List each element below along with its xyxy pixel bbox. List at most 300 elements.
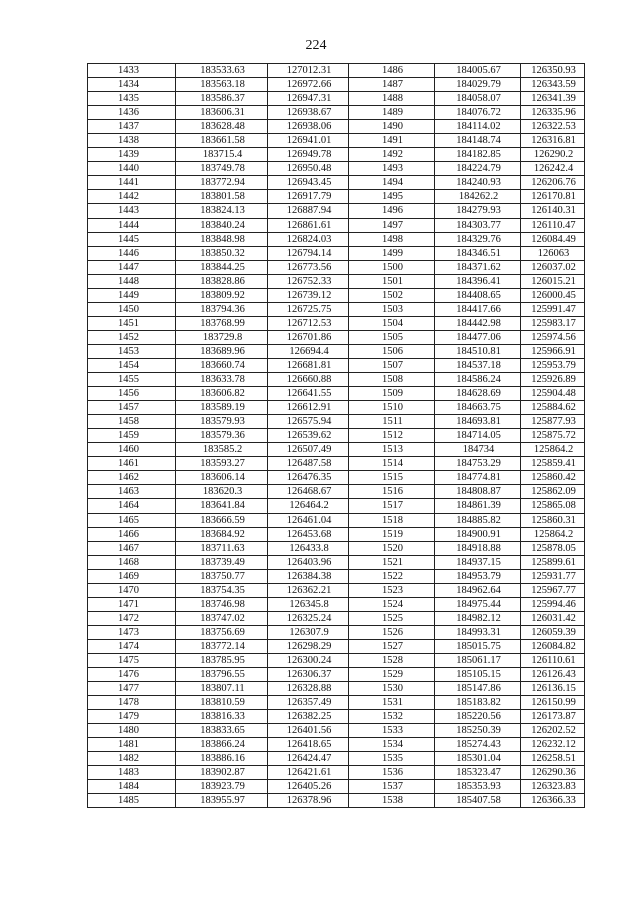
point-number-right-cell: 1512 xyxy=(349,429,435,443)
x-coordinate-right-cell: 184586.24 xyxy=(435,373,521,387)
table-row xyxy=(88,471,585,485)
x-coordinate-left-cell: 183606.14 xyxy=(176,471,268,485)
point-number-left-cell: 1480 xyxy=(88,724,176,738)
point-number-right-cell: 1509 xyxy=(349,387,435,401)
y-coordinate-right-cell: 125859.41 xyxy=(521,457,585,471)
point-number-right-cell: 1486 xyxy=(349,64,435,78)
point-number-left-cell: 1468 xyxy=(88,555,176,569)
table-row xyxy=(88,513,585,527)
x-coordinate-left-cell: 183785.95 xyxy=(176,653,268,667)
y-coordinate-right-cell: 125875.72 xyxy=(521,429,585,443)
y-coordinate-right-cell: 125884.62 xyxy=(521,401,585,415)
table-row xyxy=(88,443,585,457)
x-coordinate-left-cell: 183840.24 xyxy=(176,218,268,232)
x-coordinate-right-cell: 184975.44 xyxy=(435,597,521,611)
y-coordinate-left-cell: 126917.79 xyxy=(268,190,349,204)
point-number-left-cell: 1459 xyxy=(88,429,176,443)
point-number-left-cell: 1458 xyxy=(88,415,176,429)
x-coordinate-right-cell: 184663.75 xyxy=(435,401,521,415)
x-coordinate-right-cell: 184329.76 xyxy=(435,232,521,246)
x-coordinate-right-cell: 184417.66 xyxy=(435,302,521,316)
y-coordinate-right-cell: 126084.82 xyxy=(521,639,585,653)
y-coordinate-left-cell: 126464.2 xyxy=(268,499,349,513)
y-coordinate-right-cell: 125931.77 xyxy=(521,569,585,583)
x-coordinate-right-cell: 184993.31 xyxy=(435,625,521,639)
x-coordinate-right-cell: 184900.91 xyxy=(435,527,521,541)
x-coordinate-left-cell: 183684.92 xyxy=(176,527,268,541)
table-row xyxy=(88,162,585,176)
table-row xyxy=(88,429,585,443)
table-row xyxy=(88,134,585,148)
point-number-right-cell: 1531 xyxy=(349,696,435,710)
point-number-left-cell: 1476 xyxy=(88,668,176,682)
x-coordinate-left-cell: 183715.4 xyxy=(176,148,268,162)
x-coordinate-right-cell: 184408.65 xyxy=(435,288,521,302)
x-coordinate-right-cell: 184861.39 xyxy=(435,499,521,513)
x-coordinate-right-cell: 184693.81 xyxy=(435,415,521,429)
point-number-left-cell: 1434 xyxy=(88,78,176,92)
y-coordinate-left-cell: 126712.53 xyxy=(268,316,349,330)
table-row xyxy=(88,668,585,682)
y-coordinate-left-cell: 126752.33 xyxy=(268,274,349,288)
point-number-left-cell: 1445 xyxy=(88,232,176,246)
table-row xyxy=(88,387,585,401)
point-number-left-cell: 1473 xyxy=(88,625,176,639)
y-coordinate-left-cell: 126306.37 xyxy=(268,668,349,682)
x-coordinate-left-cell: 183816.33 xyxy=(176,710,268,724)
point-number-left-cell: 1435 xyxy=(88,92,176,106)
point-number-right-cell: 1529 xyxy=(349,668,435,682)
x-coordinate-left-cell: 183754.35 xyxy=(176,583,268,597)
y-coordinate-right-cell: 126258.51 xyxy=(521,752,585,766)
x-coordinate-right-cell: 184885.82 xyxy=(435,513,521,527)
x-coordinate-left-cell: 183579.36 xyxy=(176,429,268,443)
x-coordinate-left-cell: 183747.02 xyxy=(176,611,268,625)
x-coordinate-right-cell: 184076.72 xyxy=(435,106,521,120)
x-coordinate-right-cell: 185220.56 xyxy=(435,710,521,724)
y-coordinate-left-cell: 126701.86 xyxy=(268,330,349,344)
point-number-right-cell: 1495 xyxy=(349,190,435,204)
x-coordinate-right-cell: 185301.04 xyxy=(435,752,521,766)
table-row xyxy=(88,541,585,555)
x-coordinate-left-cell: 183585.2 xyxy=(176,443,268,457)
point-number-left-cell: 1443 xyxy=(88,204,176,218)
point-number-right-cell: 1521 xyxy=(349,555,435,569)
point-number-right-cell: 1488 xyxy=(349,92,435,106)
y-coordinate-left-cell: 126357.49 xyxy=(268,696,349,710)
y-coordinate-right-cell: 126084.49 xyxy=(521,232,585,246)
y-coordinate-left-cell: 126461.04 xyxy=(268,513,349,527)
x-coordinate-left-cell: 183828.86 xyxy=(176,274,268,288)
point-number-left-cell: 1481 xyxy=(88,738,176,752)
point-number-left-cell: 1447 xyxy=(88,260,176,274)
x-coordinate-left-cell: 183589.19 xyxy=(176,401,268,415)
x-coordinate-left-cell: 183801.58 xyxy=(176,190,268,204)
x-coordinate-right-cell: 185250.39 xyxy=(435,724,521,738)
y-coordinate-left-cell: 126794.14 xyxy=(268,246,349,260)
table-row xyxy=(88,92,585,106)
table-row xyxy=(88,358,585,372)
y-coordinate-left-cell: 126453.68 xyxy=(268,527,349,541)
y-coordinate-left-cell: 126950.48 xyxy=(268,162,349,176)
point-number-right-cell: 1523 xyxy=(349,583,435,597)
y-coordinate-left-cell: 126325.24 xyxy=(268,611,349,625)
table-row xyxy=(88,401,585,415)
point-number-right-cell: 1501 xyxy=(349,274,435,288)
x-coordinate-left-cell: 183689.96 xyxy=(176,344,268,358)
point-number-left-cell: 1466 xyxy=(88,527,176,541)
y-coordinate-right-cell: 125865.08 xyxy=(521,499,585,513)
y-coordinate-left-cell: 126861.61 xyxy=(268,218,349,232)
point-number-left-cell: 1452 xyxy=(88,330,176,344)
x-coordinate-left-cell: 183833.65 xyxy=(176,724,268,738)
point-number-right-cell: 1527 xyxy=(349,639,435,653)
point-number-left-cell: 1463 xyxy=(88,485,176,499)
y-coordinate-right-cell: 126206.76 xyxy=(521,176,585,190)
point-number-left-cell: 1475 xyxy=(88,653,176,667)
x-coordinate-right-cell: 184262.2 xyxy=(435,190,521,204)
point-number-left-cell: 1436 xyxy=(88,106,176,120)
point-number-left-cell: 1472 xyxy=(88,611,176,625)
y-coordinate-right-cell: 125994.46 xyxy=(521,597,585,611)
y-coordinate-right-cell: 125904.48 xyxy=(521,387,585,401)
table-row xyxy=(88,625,585,639)
table-row xyxy=(88,696,585,710)
table-row xyxy=(88,569,585,583)
y-coordinate-right-cell: 126110.47 xyxy=(521,218,585,232)
y-coordinate-left-cell: 126384.38 xyxy=(268,569,349,583)
x-coordinate-left-cell: 183746.98 xyxy=(176,597,268,611)
table-row xyxy=(88,373,585,387)
table-row xyxy=(88,710,585,724)
y-coordinate-right-cell: 126037.02 xyxy=(521,260,585,274)
table-row xyxy=(88,344,585,358)
y-coordinate-right-cell: 126015.21 xyxy=(521,274,585,288)
x-coordinate-right-cell: 184279.93 xyxy=(435,204,521,218)
x-coordinate-left-cell: 183772.94 xyxy=(176,176,268,190)
y-coordinate-left-cell: 126507.49 xyxy=(268,443,349,457)
y-coordinate-right-cell: 126350.93 xyxy=(521,64,585,78)
y-coordinate-right-cell: 125860.42 xyxy=(521,471,585,485)
y-coordinate-right-cell: 126202.52 xyxy=(521,724,585,738)
y-coordinate-right-cell: 125966.91 xyxy=(521,344,585,358)
table-row xyxy=(88,316,585,330)
x-coordinate-left-cell: 183633.78 xyxy=(176,373,268,387)
x-coordinate-left-cell: 183824.13 xyxy=(176,204,268,218)
x-coordinate-right-cell: 184918.88 xyxy=(435,541,521,555)
point-number-right-cell: 1532 xyxy=(349,710,435,724)
point-number-right-cell: 1530 xyxy=(349,682,435,696)
point-number-left-cell: 1439 xyxy=(88,148,176,162)
y-coordinate-left-cell: 126660.88 xyxy=(268,373,349,387)
point-number-left-cell: 1482 xyxy=(88,752,176,766)
point-number-left-cell: 1440 xyxy=(88,162,176,176)
y-coordinate-right-cell: 125926.89 xyxy=(521,373,585,387)
y-coordinate-left-cell: 126405.26 xyxy=(268,780,349,794)
point-number-left-cell: 1446 xyxy=(88,246,176,260)
table-row xyxy=(88,639,585,653)
y-coordinate-left-cell: 126575.94 xyxy=(268,415,349,429)
x-coordinate-right-cell: 185274.43 xyxy=(435,738,521,752)
table-row xyxy=(88,64,585,78)
point-number-left-cell: 1449 xyxy=(88,288,176,302)
x-coordinate-right-cell: 184005.67 xyxy=(435,64,521,78)
x-coordinate-left-cell: 183844.25 xyxy=(176,260,268,274)
table-row xyxy=(88,499,585,513)
table-row xyxy=(88,682,585,696)
point-number-left-cell: 1441 xyxy=(88,176,176,190)
point-number-right-cell: 1498 xyxy=(349,232,435,246)
y-coordinate-left-cell: 127012.31 xyxy=(268,64,349,78)
y-coordinate-right-cell: 126110.61 xyxy=(521,653,585,667)
point-number-left-cell: 1453 xyxy=(88,344,176,358)
table-row xyxy=(88,106,585,120)
y-coordinate-right-cell: 126343.59 xyxy=(521,78,585,92)
point-number-right-cell: 1514 xyxy=(349,457,435,471)
x-coordinate-left-cell: 183729.8 xyxy=(176,330,268,344)
x-coordinate-left-cell: 183848.98 xyxy=(176,232,268,246)
table-row xyxy=(88,288,585,302)
table-row xyxy=(88,724,585,738)
y-coordinate-right-cell: 126000.45 xyxy=(521,288,585,302)
point-number-left-cell: 1462 xyxy=(88,471,176,485)
x-coordinate-left-cell: 183661.58 xyxy=(176,134,268,148)
y-coordinate-right-cell: 126322.53 xyxy=(521,120,585,134)
y-coordinate-left-cell: 126433.8 xyxy=(268,541,349,555)
y-coordinate-left-cell: 126345.8 xyxy=(268,597,349,611)
y-coordinate-left-cell: 126694.4 xyxy=(268,344,349,358)
table-row xyxy=(88,246,585,260)
point-number-right-cell: 1493 xyxy=(349,162,435,176)
x-coordinate-right-cell: 184371.62 xyxy=(435,260,521,274)
point-number-right-cell: 1502 xyxy=(349,288,435,302)
y-coordinate-right-cell: 125878.05 xyxy=(521,541,585,555)
y-coordinate-left-cell: 126307.9 xyxy=(268,625,349,639)
y-coordinate-left-cell: 126887.94 xyxy=(268,204,349,218)
table-row xyxy=(88,527,585,541)
y-coordinate-right-cell: 125864.2 xyxy=(521,443,585,457)
table-row xyxy=(88,260,585,274)
x-coordinate-right-cell: 184537.18 xyxy=(435,358,521,372)
y-coordinate-left-cell: 126403.96 xyxy=(268,555,349,569)
x-coordinate-right-cell: 184477.06 xyxy=(435,330,521,344)
x-coordinate-left-cell: 183533.63 xyxy=(176,64,268,78)
x-coordinate-right-cell: 184346.51 xyxy=(435,246,521,260)
x-coordinate-left-cell: 183850.32 xyxy=(176,246,268,260)
y-coordinate-right-cell: 126170.81 xyxy=(521,190,585,204)
x-coordinate-left-cell: 183809.92 xyxy=(176,288,268,302)
y-coordinate-right-cell: 125899.61 xyxy=(521,555,585,569)
table-row xyxy=(88,176,585,190)
y-coordinate-left-cell: 126378.96 xyxy=(268,794,349,808)
table-row xyxy=(88,766,585,780)
x-coordinate-left-cell: 183606.82 xyxy=(176,387,268,401)
y-coordinate-right-cell: 126232.12 xyxy=(521,738,585,752)
y-coordinate-left-cell: 126424.47 xyxy=(268,752,349,766)
table-row xyxy=(88,190,585,204)
x-coordinate-left-cell: 183807.11 xyxy=(176,682,268,696)
point-number-right-cell: 1537 xyxy=(349,780,435,794)
x-coordinate-left-cell: 183955.97 xyxy=(176,794,268,808)
x-coordinate-right-cell: 185061.17 xyxy=(435,653,521,667)
x-coordinate-right-cell: 184753.29 xyxy=(435,457,521,471)
x-coordinate-left-cell: 183628.48 xyxy=(176,120,268,134)
table-row xyxy=(88,485,585,499)
x-coordinate-right-cell: 184058.07 xyxy=(435,92,521,106)
point-number-left-cell: 1464 xyxy=(88,499,176,513)
point-number-left-cell: 1478 xyxy=(88,696,176,710)
y-coordinate-right-cell: 126341.39 xyxy=(521,92,585,106)
x-coordinate-right-cell: 184714.05 xyxy=(435,429,521,443)
point-number-left-cell: 1455 xyxy=(88,373,176,387)
x-coordinate-right-cell: 184029.79 xyxy=(435,78,521,92)
point-number-right-cell: 1497 xyxy=(349,218,435,232)
point-number-right-cell: 1517 xyxy=(349,499,435,513)
y-coordinate-right-cell: 125877.93 xyxy=(521,415,585,429)
point-number-right-cell: 1515 xyxy=(349,471,435,485)
x-coordinate-left-cell: 183563.18 xyxy=(176,78,268,92)
x-coordinate-left-cell: 183866.24 xyxy=(176,738,268,752)
y-coordinate-left-cell: 126298.29 xyxy=(268,639,349,653)
y-coordinate-left-cell: 126418.65 xyxy=(268,738,349,752)
coordinate-table-body xyxy=(88,64,585,808)
y-coordinate-right-cell: 126323.83 xyxy=(521,780,585,794)
x-coordinate-right-cell: 185015.75 xyxy=(435,639,521,653)
point-number-right-cell: 1528 xyxy=(349,653,435,667)
table-row xyxy=(88,218,585,232)
x-coordinate-right-cell: 184240.93 xyxy=(435,176,521,190)
y-coordinate-right-cell: 126031.42 xyxy=(521,611,585,625)
y-coordinate-left-cell: 126539.62 xyxy=(268,429,349,443)
table-row xyxy=(88,653,585,667)
point-number-right-cell: 1507 xyxy=(349,358,435,372)
x-coordinate-left-cell: 183666.59 xyxy=(176,513,268,527)
x-coordinate-right-cell: 184303.77 xyxy=(435,218,521,232)
x-coordinate-left-cell: 183923.79 xyxy=(176,780,268,794)
x-coordinate-right-cell: 184962.64 xyxy=(435,583,521,597)
y-coordinate-left-cell: 126824.03 xyxy=(268,232,349,246)
point-number-left-cell: 1438 xyxy=(88,134,176,148)
y-coordinate-right-cell: 126063 xyxy=(521,246,585,260)
table-row xyxy=(88,148,585,162)
x-coordinate-right-cell: 184953.79 xyxy=(435,569,521,583)
table-row xyxy=(88,415,585,429)
point-number-right-cell: 1511 xyxy=(349,415,435,429)
point-number-left-cell: 1461 xyxy=(88,457,176,471)
point-number-right-cell: 1492 xyxy=(349,148,435,162)
x-coordinate-right-cell: 184734 xyxy=(435,443,521,457)
point-number-right-cell: 1506 xyxy=(349,344,435,358)
x-coordinate-left-cell: 183768.99 xyxy=(176,316,268,330)
point-number-left-cell: 1448 xyxy=(88,274,176,288)
y-coordinate-right-cell: 126366.33 xyxy=(521,794,585,808)
y-coordinate-left-cell: 126739.12 xyxy=(268,288,349,302)
point-number-right-cell: 1503 xyxy=(349,302,435,316)
x-coordinate-left-cell: 183796.55 xyxy=(176,668,268,682)
x-coordinate-left-cell: 183606.31 xyxy=(176,106,268,120)
x-coordinate-left-cell: 183794.36 xyxy=(176,302,268,316)
table-row xyxy=(88,78,585,92)
x-coordinate-right-cell: 184628.69 xyxy=(435,387,521,401)
point-number-right-cell: 1525 xyxy=(349,611,435,625)
y-coordinate-left-cell: 126641.55 xyxy=(268,387,349,401)
x-coordinate-left-cell: 183750.77 xyxy=(176,569,268,583)
point-number-right-cell: 1490 xyxy=(349,120,435,134)
x-coordinate-right-cell: 185105.15 xyxy=(435,668,521,682)
y-coordinate-left-cell: 126612.91 xyxy=(268,401,349,415)
x-coordinate-left-cell: 183660.74 xyxy=(176,358,268,372)
point-number-right-cell: 1500 xyxy=(349,260,435,274)
point-number-right-cell: 1499 xyxy=(349,246,435,260)
table-row xyxy=(88,330,585,344)
point-number-left-cell: 1457 xyxy=(88,401,176,415)
y-coordinate-left-cell: 126487.58 xyxy=(268,457,349,471)
x-coordinate-right-cell: 184808.87 xyxy=(435,485,521,499)
point-number-right-cell: 1505 xyxy=(349,330,435,344)
point-number-left-cell: 1442 xyxy=(88,190,176,204)
point-number-right-cell: 1522 xyxy=(349,569,435,583)
x-coordinate-left-cell: 183586.37 xyxy=(176,92,268,106)
point-number-right-cell: 1536 xyxy=(349,766,435,780)
y-coordinate-right-cell: 126316.81 xyxy=(521,134,585,148)
y-coordinate-right-cell: 125862.09 xyxy=(521,485,585,499)
point-number-left-cell: 1484 xyxy=(88,780,176,794)
y-coordinate-left-cell: 126681.81 xyxy=(268,358,349,372)
point-number-right-cell: 1534 xyxy=(349,738,435,752)
table-row xyxy=(88,583,585,597)
table-row xyxy=(88,738,585,752)
x-coordinate-left-cell: 183620.3 xyxy=(176,485,268,499)
table-row xyxy=(88,752,585,766)
point-number-left-cell: 1454 xyxy=(88,358,176,372)
point-number-left-cell: 1444 xyxy=(88,218,176,232)
x-coordinate-right-cell: 185183.82 xyxy=(435,696,521,710)
x-coordinate-left-cell: 183593.27 xyxy=(176,457,268,471)
y-coordinate-left-cell: 126938.06 xyxy=(268,120,349,134)
point-number-right-cell: 1494 xyxy=(349,176,435,190)
x-coordinate-right-cell: 184937.15 xyxy=(435,555,521,569)
y-coordinate-right-cell: 125983.17 xyxy=(521,316,585,330)
y-coordinate-left-cell: 126949.78 xyxy=(268,148,349,162)
point-number-left-cell: 1465 xyxy=(88,513,176,527)
point-number-right-cell: 1526 xyxy=(349,625,435,639)
y-coordinate-left-cell: 126943.45 xyxy=(268,176,349,190)
coordinate-table xyxy=(87,63,585,808)
point-number-left-cell: 1485 xyxy=(88,794,176,808)
point-number-right-cell: 1513 xyxy=(349,443,435,457)
point-number-right-cell: 1504 xyxy=(349,316,435,330)
point-number-left-cell: 1467 xyxy=(88,541,176,555)
y-coordinate-right-cell: 126136.15 xyxy=(521,682,585,696)
y-coordinate-left-cell: 126421.61 xyxy=(268,766,349,780)
table-row xyxy=(88,457,585,471)
x-coordinate-left-cell: 183772.14 xyxy=(176,639,268,653)
table-row xyxy=(88,794,585,808)
y-coordinate-right-cell: 126290.2 xyxy=(521,148,585,162)
y-coordinate-left-cell: 126300.24 xyxy=(268,653,349,667)
point-number-right-cell: 1538 xyxy=(349,794,435,808)
y-coordinate-left-cell: 126362.21 xyxy=(268,583,349,597)
x-coordinate-left-cell: 183641.84 xyxy=(176,499,268,513)
x-coordinate-right-cell: 185323.47 xyxy=(435,766,521,780)
point-number-right-cell: 1518 xyxy=(349,513,435,527)
x-coordinate-left-cell: 183749.78 xyxy=(176,162,268,176)
y-coordinate-left-cell: 126382.25 xyxy=(268,710,349,724)
x-coordinate-right-cell: 185407.58 xyxy=(435,794,521,808)
y-coordinate-right-cell: 126140.31 xyxy=(521,204,585,218)
point-number-left-cell: 1471 xyxy=(88,597,176,611)
table-row xyxy=(88,611,585,625)
